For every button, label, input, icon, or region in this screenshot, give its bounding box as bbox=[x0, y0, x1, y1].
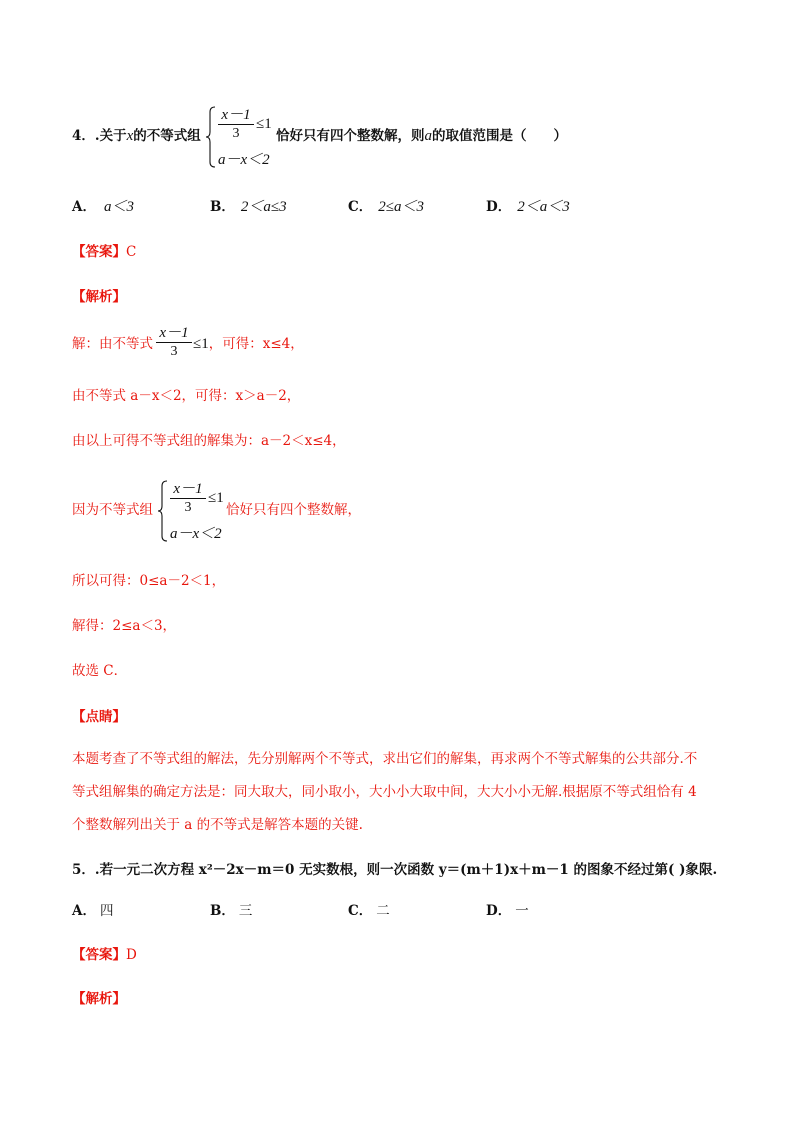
left-brace-icon bbox=[206, 106, 216, 168]
q4-prefix: .关于 bbox=[94, 128, 127, 144]
q4-solution-line-5: 所以可得：0≤a－2＜1， bbox=[72, 573, 226, 589]
q4-answer bbox=[72, 242, 136, 262]
q5-option-a[interactable]: A． 四 bbox=[72, 903, 114, 919]
q4-solution-line-1-tail: ≤1，可得：x≤4， bbox=[193, 336, 304, 352]
q4-sys-fraction bbox=[218, 106, 254, 143]
q5-option-c[interactable]: C． 二 bbox=[348, 903, 390, 919]
q4-sol4-fraction: x－1 3 bbox=[170, 480, 206, 517]
q5-analysis-tag: 【解析】 bbox=[72, 991, 126, 1007]
q4-sys-row2: a－x＜2 bbox=[218, 152, 270, 168]
q4-stem-tail bbox=[276, 126, 567, 146]
q4-option-c[interactable]: C． 2≤a＜3 bbox=[348, 199, 424, 215]
q4-sys-numerator: x－1 bbox=[221, 107, 251, 123]
answer-value: D bbox=[126, 947, 137, 963]
left-brace-icon bbox=[158, 480, 168, 542]
q4-solution-line-1: 解：由不等式 bbox=[72, 336, 153, 352]
q5-options bbox=[72, 901, 712, 923]
q4-option-d[interactable]: D． 2＜a＜3 bbox=[486, 199, 570, 215]
q4-stem bbox=[72, 126, 201, 146]
q4-option-b[interactable]: B． 2＜a≤3 bbox=[210, 199, 287, 215]
q4-sol4-inequality-system: x－1 3 ≤1 a－x＜2 bbox=[158, 480, 228, 542]
q5-stem bbox=[72, 860, 717, 880]
answer-tag: 【答案】 bbox=[72, 947, 126, 963]
q4-inequality-system bbox=[206, 106, 286, 168]
q4-solution-line-6: 解得：2≤a＜3， bbox=[72, 618, 177, 634]
q5-text: .若一元二次方程 x²－2x－m＝0 无实数根，则一次函数 y＝(m＋1)x＋m－1 的图象不经过第( )象限. bbox=[94, 862, 718, 878]
q4-comment-tag: 【点睛】 bbox=[72, 709, 126, 725]
q4-comment-line-1: 本题考查了不等式组的解法，先分别解两个不等式，求出它们的解集，再求两个不等式解集的公共部分.不 bbox=[72, 751, 698, 767]
q4-sys-le: ≤1 bbox=[256, 116, 272, 132]
q4-mid: 的不等式组 bbox=[133, 128, 201, 144]
q5-answer bbox=[72, 945, 137, 965]
q4-solution-line-4: 因为不等式组 bbox=[72, 502, 153, 518]
q4-suffix-b: 的取值范围是（ ） bbox=[432, 128, 567, 144]
q4-options bbox=[72, 197, 712, 219]
q4-sys-denominator: 3 bbox=[232, 126, 240, 141]
q4-solution-line-2: 由不等式 a－x＜2，可得：x＞a－2， bbox=[72, 388, 301, 404]
q4-option-a[interactable]: A． a＜3 bbox=[72, 199, 134, 215]
q5-option-b[interactable]: B． 三 bbox=[210, 903, 253, 919]
q4-comment-line-3: 个整数解列出关于 a 的不等式是解答本题的关键. bbox=[72, 817, 363, 833]
q4-number: 4． bbox=[72, 128, 95, 144]
q4-var-a: a bbox=[424, 128, 432, 144]
answer-value: C bbox=[126, 244, 137, 260]
q4-solution-line-7: 故选 C． bbox=[72, 663, 128, 679]
q4-analysis-tag: 【解析】 bbox=[72, 289, 126, 305]
q4-suffix-a: 恰好只有四个整数解，则 bbox=[276, 128, 425, 144]
q5-option-d[interactable]: D． 一 bbox=[486, 903, 529, 919]
q4-comment-line-2: 等式组解集的确定方法是：同大取大，同小取小，大小小大取中间，大大小小无解.根据原不等式组恰有 4 bbox=[72, 784, 697, 800]
q4-solution-line-3: 由以上可得不等式组的解集为：a－2＜x≤4， bbox=[72, 433, 346, 449]
q4-var-x: x bbox=[126, 128, 134, 144]
answer-tag: 【答案】 bbox=[72, 244, 126, 260]
q5-number: 5． bbox=[72, 862, 95, 878]
q4-solution-line-4-tail: 恰好只有四个整数解， bbox=[226, 502, 361, 518]
q4-sol1-fraction: x－1 3 bbox=[156, 324, 192, 361]
